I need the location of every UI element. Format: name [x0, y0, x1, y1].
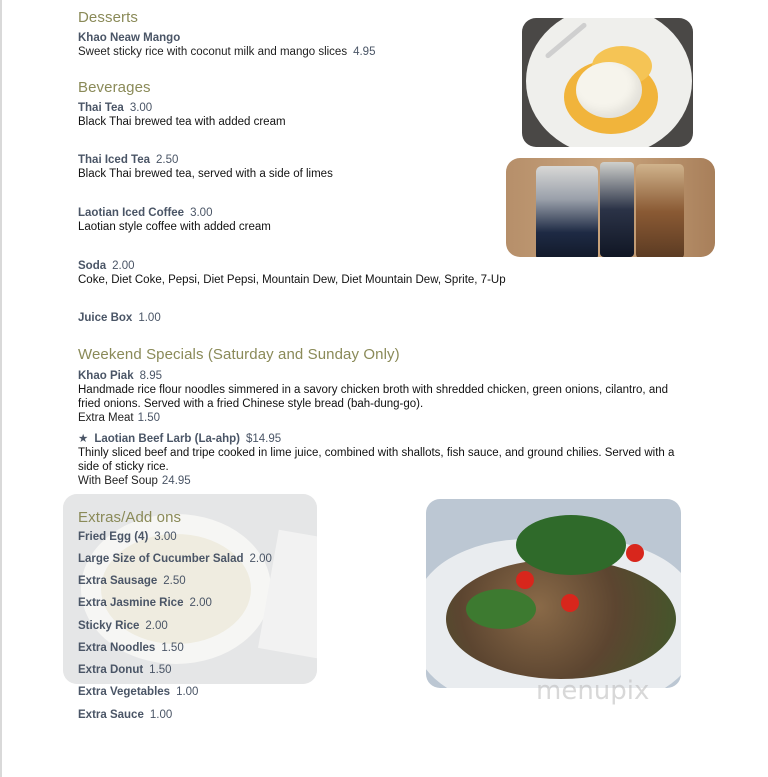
extras-heading: Extras/Add ons [78, 509, 182, 526]
item-price: 2.50 [156, 154, 179, 166]
beverages-heading: Beverages [78, 79, 151, 96]
extras-item [78, 642, 184, 654]
item-name: Juice Box [78, 312, 133, 324]
page-border [0, 0, 2, 777]
item-price: 8.95 [139, 370, 162, 382]
weekend-specials-heading: Weekend Specials (Saturday and Sunday Only) [78, 346, 400, 363]
item-price: 2.50 [163, 575, 186, 587]
extras-item [78, 575, 186, 587]
item-price: 1.50 [149, 664, 172, 676]
addon-label: With Beef Soup [78, 475, 158, 487]
item-name: Laotian Beef Larb (La-ahp) [94, 433, 240, 445]
mango-sticky-rice-photo [522, 18, 693, 147]
extras-item [78, 709, 172, 721]
iced-drinks-photo [506, 158, 715, 257]
addon-price: 24.95 [161, 475, 191, 487]
item-name: Extra Sauce [78, 709, 144, 721]
item-price: 1.00 [149, 709, 173, 721]
item-name: Extra Jasmine Rice [78, 597, 184, 609]
item-name: Khao Piak [78, 370, 134, 382]
item-price: 3.00 [190, 207, 213, 219]
item-desc: Sweet sticky rice with coconut milk and mango slices [78, 46, 348, 58]
extras-item [78, 531, 177, 543]
item-price: 2.00 [249, 553, 272, 565]
menu-item-laotian-beef-larb [78, 432, 688, 488]
item-price: $14.95 [246, 433, 282, 445]
extras-item [78, 553, 272, 565]
extras-item [78, 597, 212, 609]
extras-item [78, 686, 198, 698]
item-name: Extra Vegetables [78, 686, 171, 698]
menu-item-juice-box [78, 311, 688, 325]
item-price: 2.00 [189, 597, 212, 609]
item-name: Extra Noodles [78, 642, 156, 654]
item-name: Thai Tea [78, 102, 124, 114]
item-price: 1.00 [138, 312, 161, 324]
item-desc: Thinly sliced beef and tripe cooked in lime juice, combined with shallots, fish sauce, and ground chilies. Served with a side of sticky rice. [78, 447, 675, 473]
item-desc: Laotian style coffee with added cream [78, 221, 271, 233]
item-name: Khao Neaw Mango [78, 32, 181, 44]
item-price: 2.00 [145, 620, 168, 632]
item-desc: Black Thai brewed tea with added cream [78, 116, 286, 128]
item-price: 4.95 [353, 46, 376, 58]
extras-item [78, 620, 168, 632]
item-name: Thai Iced Tea [78, 154, 151, 166]
item-desc: Handmade rice flour noodles simmered in a savory chicken broth with shredded chicken, green onions, cilantro, and fried onions. Served with a fried Chinese style bread (bah-dung-go). [78, 384, 669, 410]
menu-item-khao-piak [78, 369, 688, 425]
item-price: 2.00 [112, 260, 135, 272]
item-price: 1.00 [176, 686, 199, 698]
item-price: 1.50 [161, 642, 184, 654]
item-name: Fried Egg (4) [78, 531, 149, 543]
extras-item [78, 664, 172, 676]
item-name: Sticky Rice [78, 620, 140, 632]
addon-price: 1.50 [137, 412, 160, 424]
item-name: Soda [78, 260, 107, 272]
star-icon: ★ [78, 433, 89, 445]
item-name: Large Size of Cucumber Salad [78, 553, 244, 565]
item-name: Extra Donut [78, 664, 144, 676]
item-price: 3.00 [129, 102, 153, 114]
item-name: Laotian Iced Coffee [78, 207, 185, 219]
item-name: Extra Sausage [78, 575, 158, 587]
desserts-heading: Desserts [78, 9, 138, 26]
item-price: 3.00 [154, 531, 177, 543]
menu-item-soda [78, 259, 688, 287]
item-desc: Coke, Diet Coke, Pepsi, Diet Pepsi, Mountain Dew, Diet Mountain Dew, Sprite, 7-Up [78, 274, 506, 286]
watermark: menupix [536, 676, 650, 706]
item-desc: Black Thai brewed tea, served with a side of limes [78, 168, 333, 180]
beef-larb-photo [426, 499, 681, 688]
addon-label: Extra Meat [78, 412, 134, 424]
